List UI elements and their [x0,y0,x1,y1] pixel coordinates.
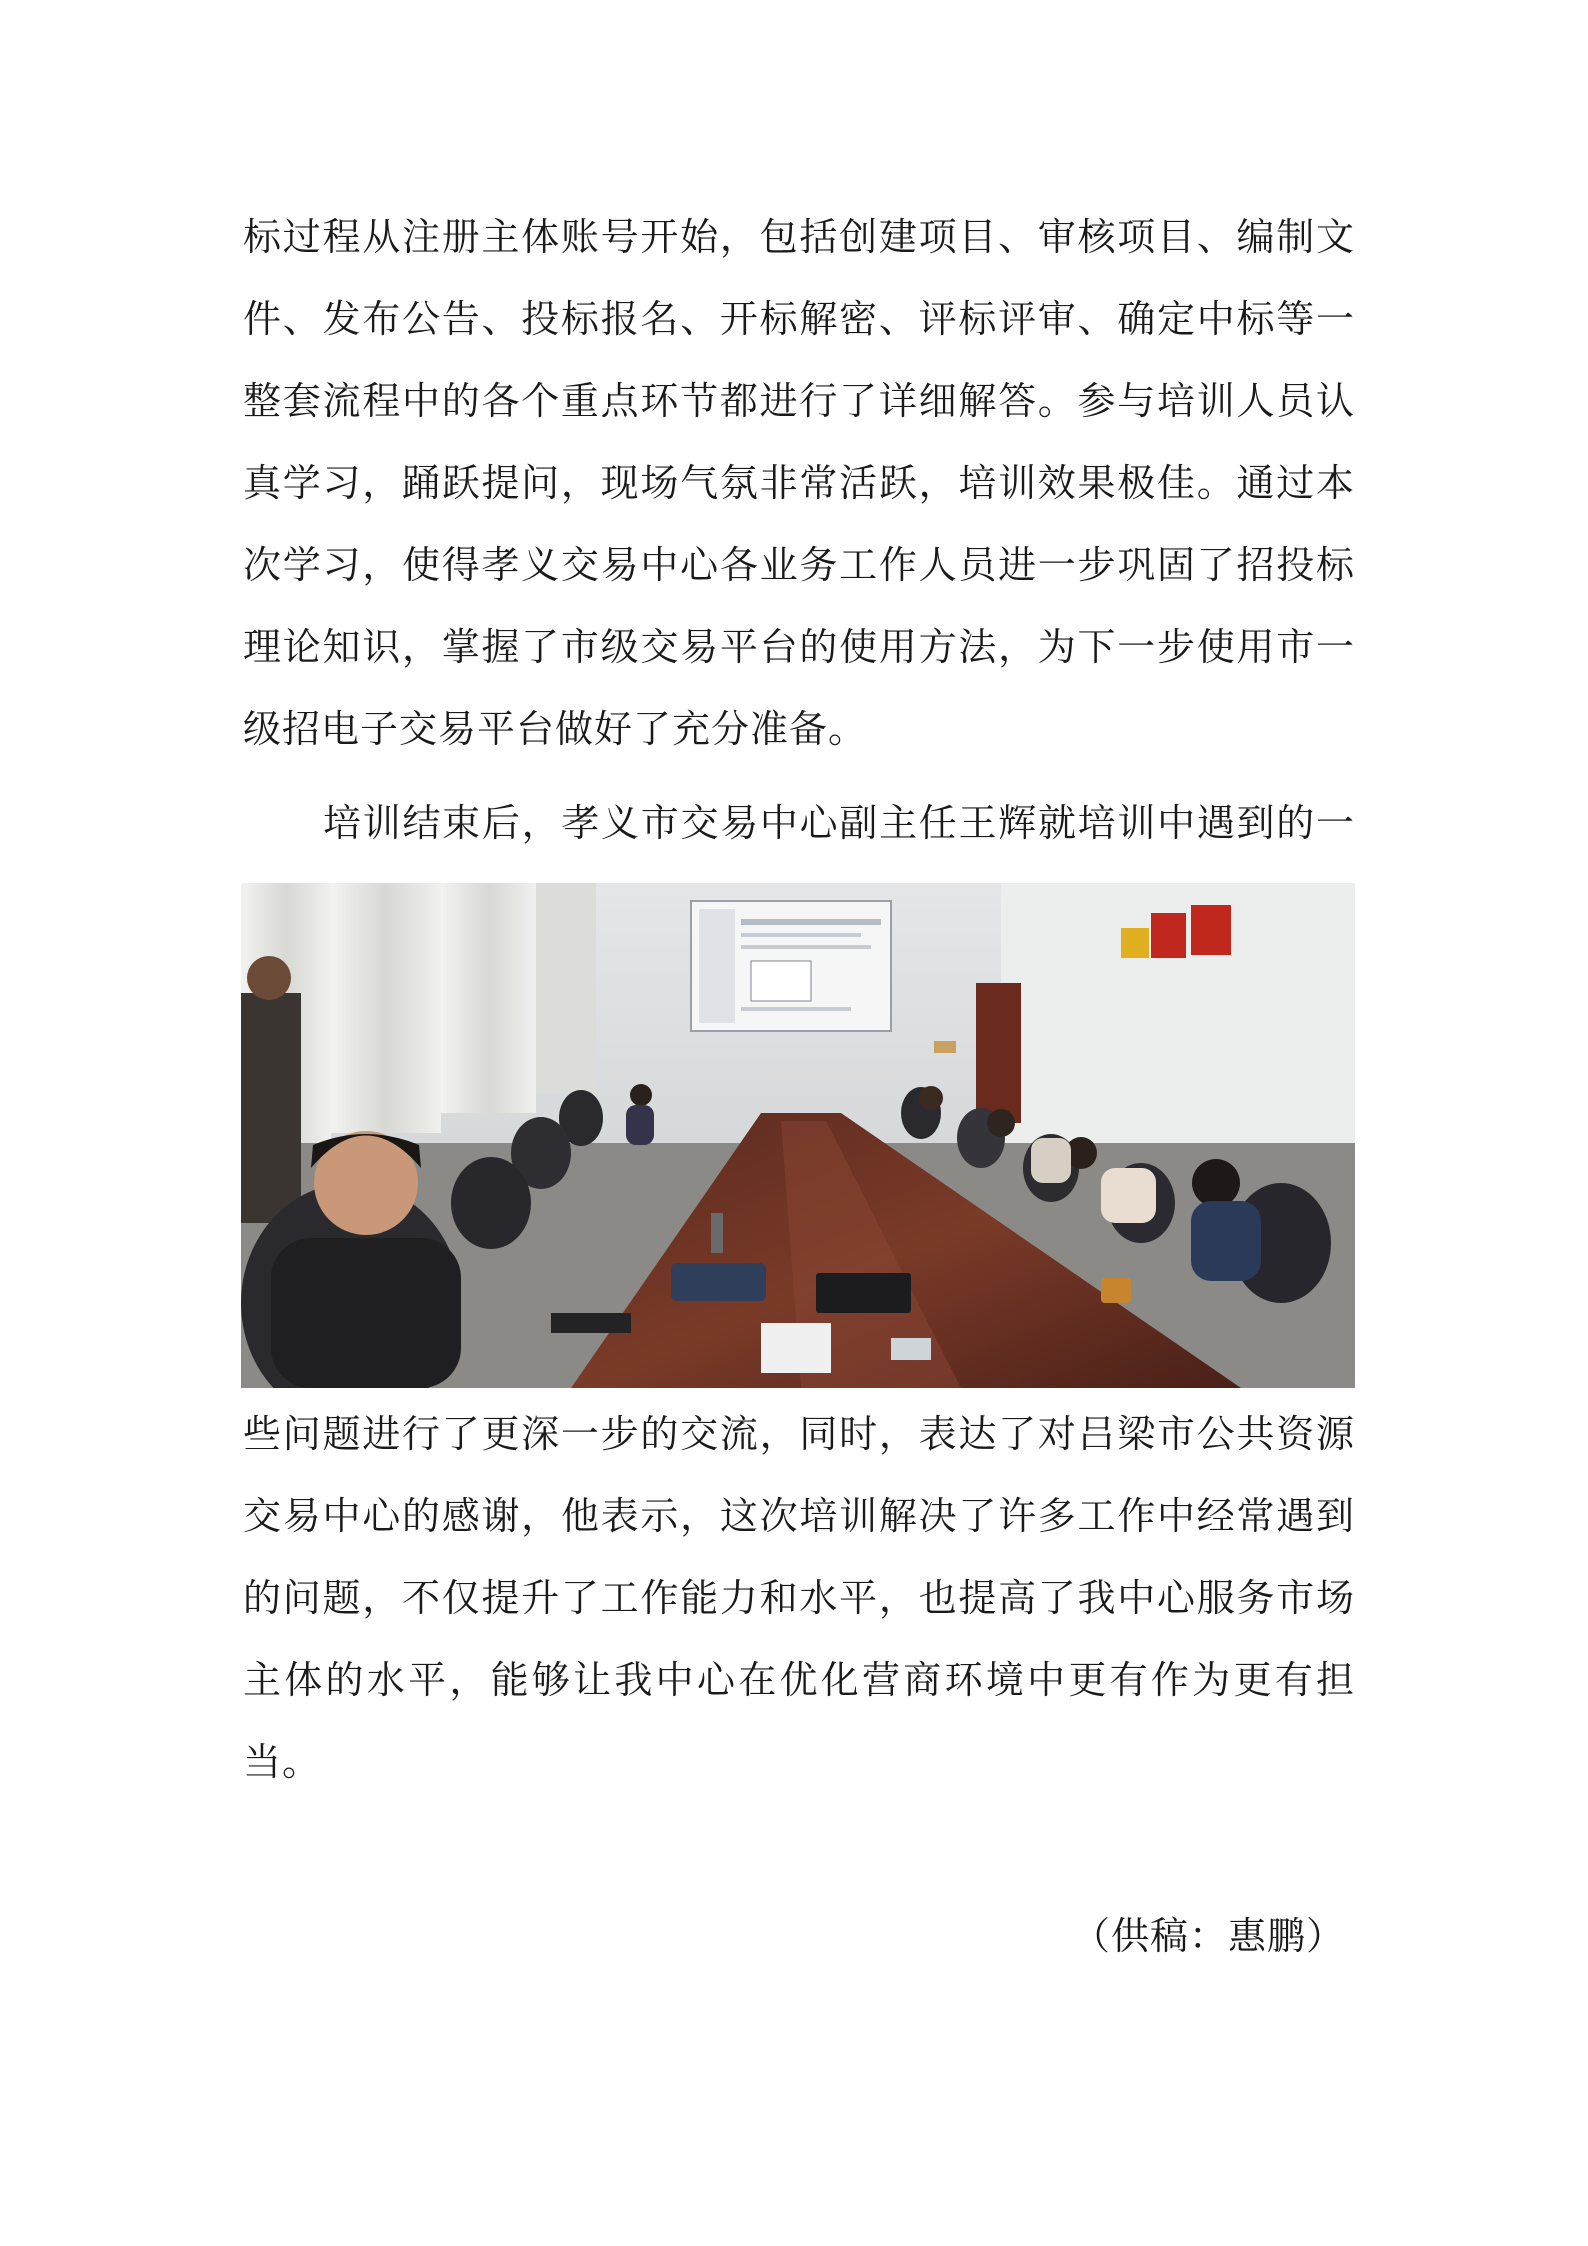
paragraph-line: 真学习，踊跃提问，现场气氛非常活跃，培训效果极佳。通过本 [243,461,1355,505]
paragraph-line: 培训结束后，孝义市交易中心副主任王辉就培训中遇到的一 [323,801,1355,845]
paragraph-line: 标过程从注册主体账号开始，包括创建项目、审核项目、编制文 [243,215,1355,259]
paragraph-line: 的问题，不仅提升了工作能力和水平，也提高了我中心服务市场 [243,1576,1355,1620]
paragraph-line: 主体的水平，能够让我中心在优化营商环境中更有作为更有担 [243,1658,1355,1702]
paragraph-1 [243,196,1355,770]
paragraph-line: 次学习，使得孝义交易中心各业务工作人员进一步巩固了招投标 [243,543,1355,587]
training-meeting-photo [241,883,1355,1388]
paragraph-line: 些问题进行了更深一步的交流，同时，表达了对吕梁市公共资源 [243,1412,1355,1456]
paragraph-2-rest [243,1393,1355,1803]
attribution: （供稿：惠鹏） [1071,1914,1345,1958]
paragraph-line: 件、发布公告、投标报名、开标解密、评标评审、确定中标等一 [243,297,1355,341]
paragraph-line: 整套流程中的各个重点环节都进行了详细解答。参与培训人员认 [243,379,1355,423]
paragraph-line: 理论知识，掌握了市级交易平台的使用方法，为下一步使用市一 [243,625,1355,669]
paragraph-line: 当。 [243,1740,322,1784]
paragraph-line: 交易中心的感谢，他表示，这次培训解决了许多工作中经常遇到 [243,1494,1355,1538]
paragraph-line: 级招电子交易平台做好了充分准备。 [243,707,868,751]
paragraph-2-start [243,782,1355,864]
